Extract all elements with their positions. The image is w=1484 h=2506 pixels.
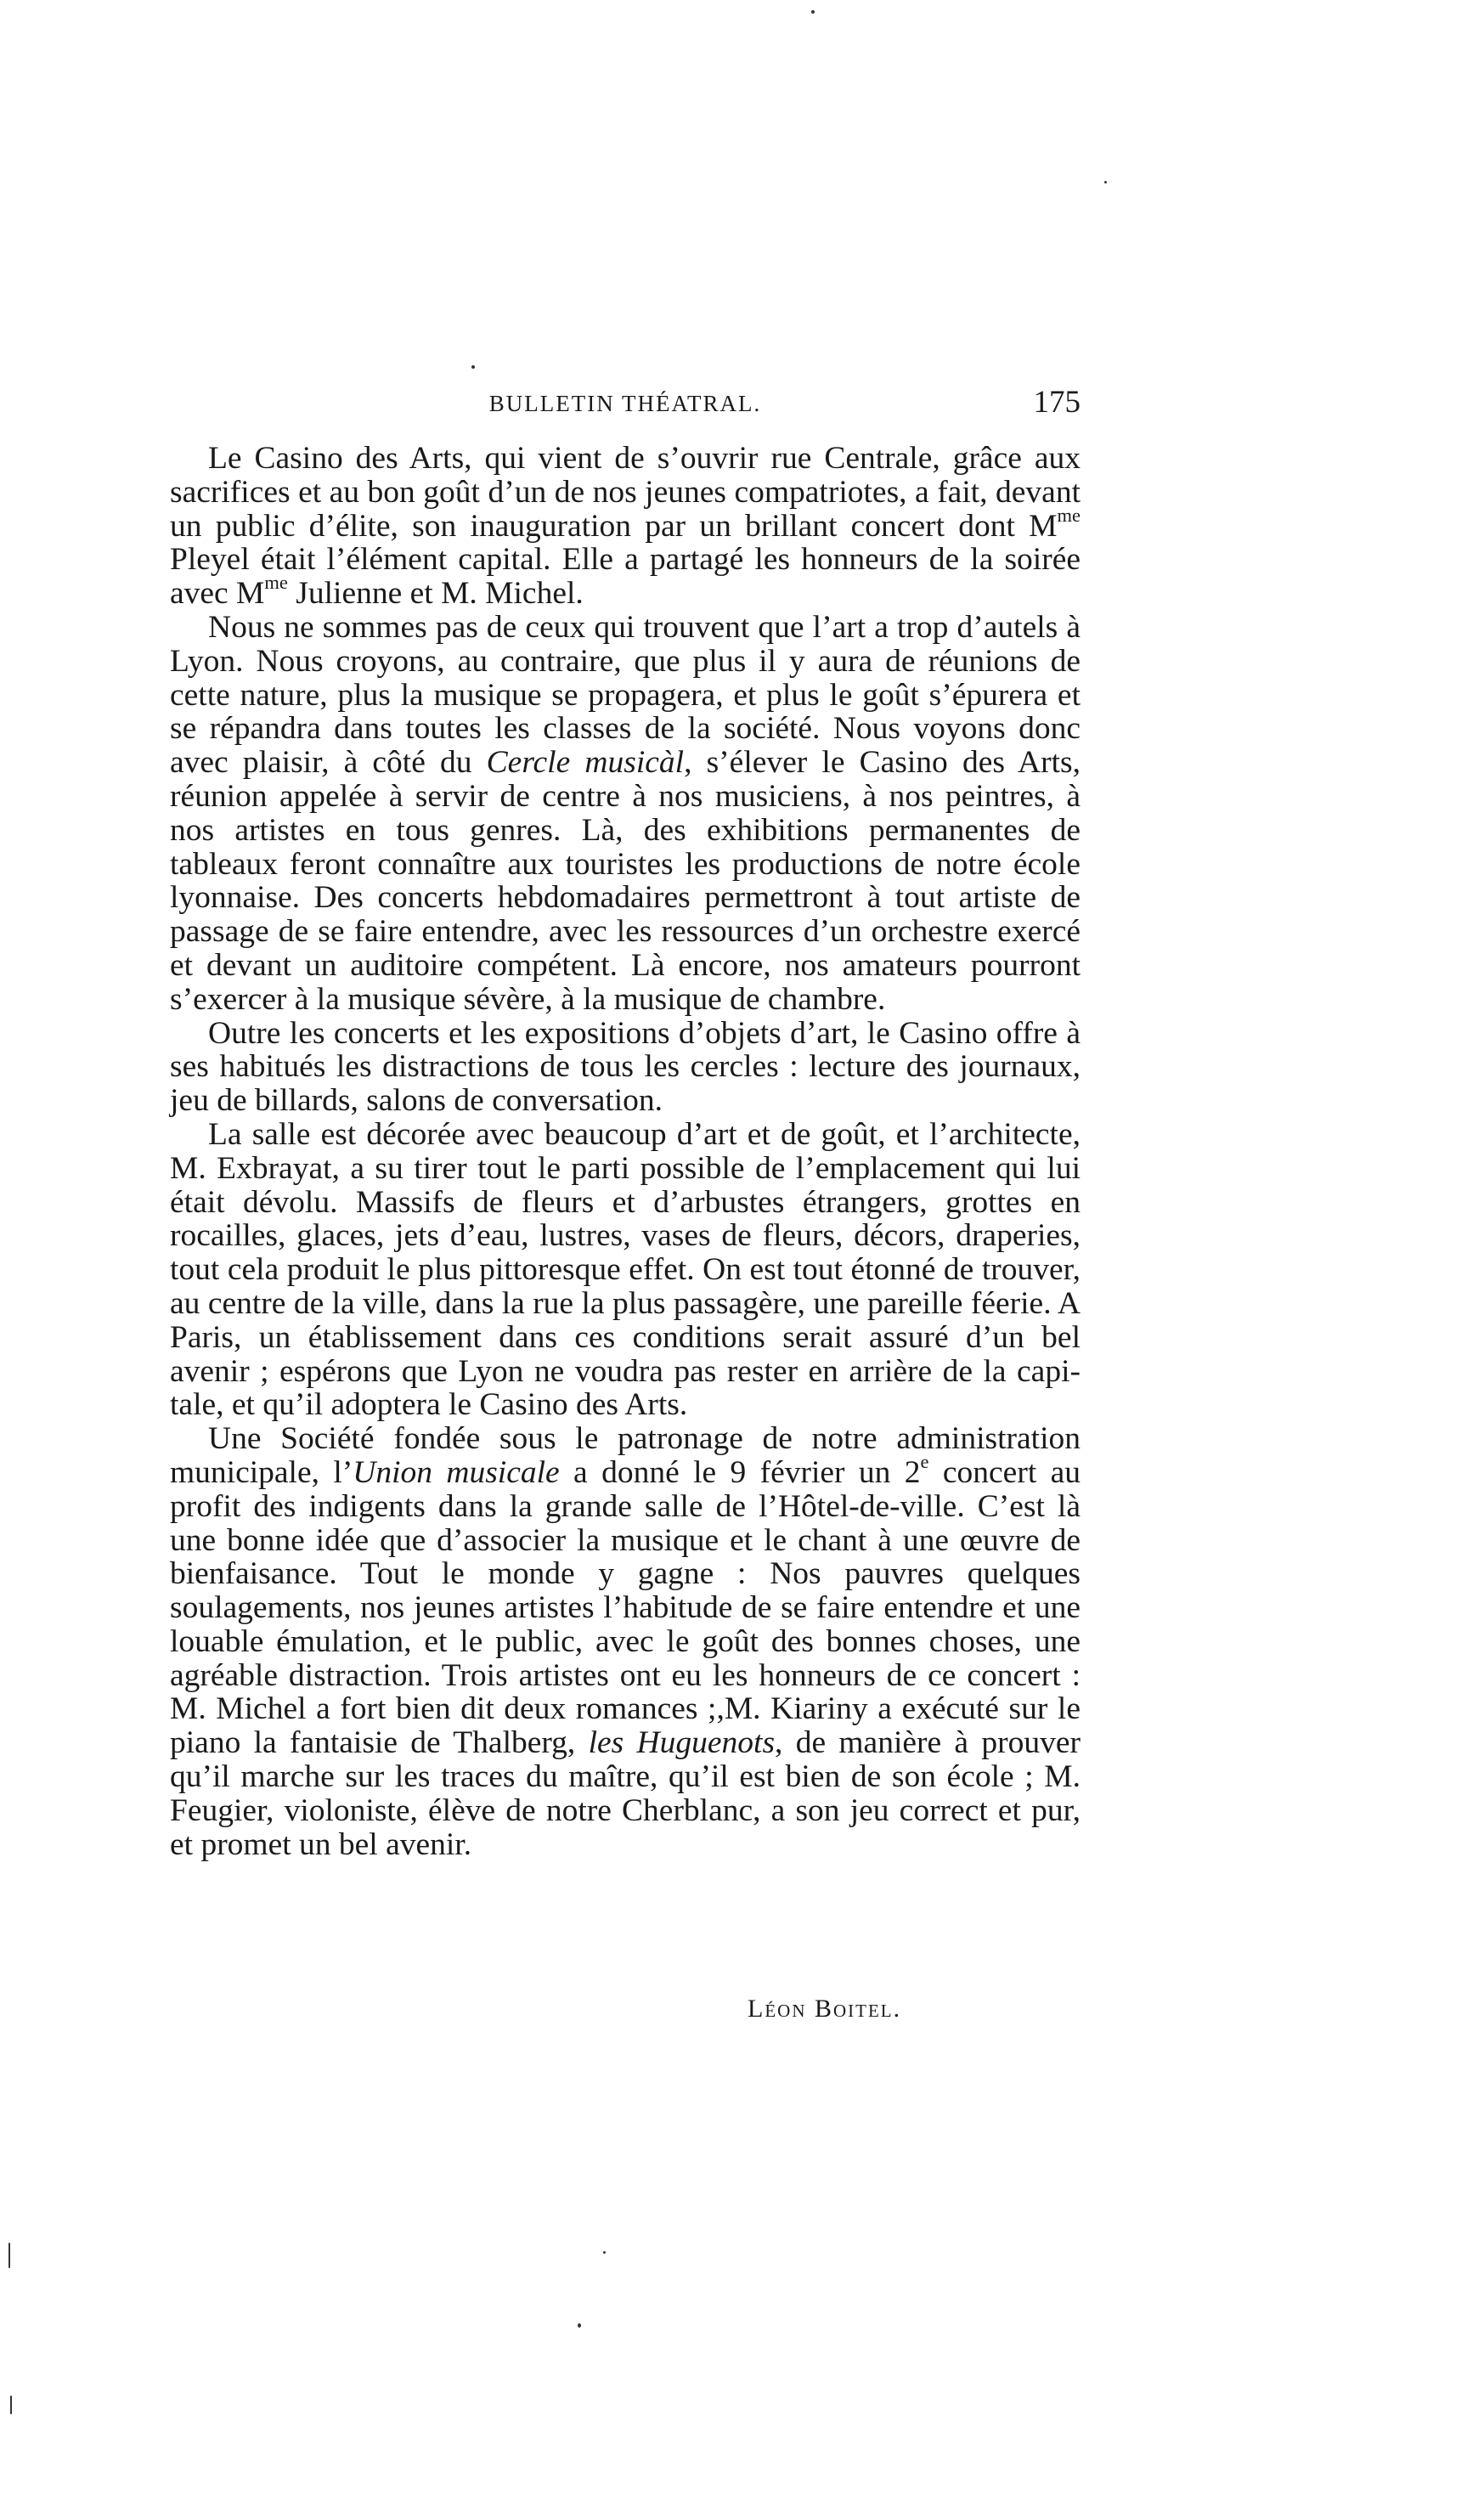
scan-speck [8,2243,10,2268]
paragraph-5: Une Société fondée sous le patronage de notre administration municipale, l’Union musicale a donné le 9 février un 2e concert au profit des indigents dans la grande salle de l’Hôtel-de-ville. C’est là une bonne idée que d’associer la musique et le chant à une œuvre de bienfaisance. Tout le monde y gagne : Nos pauvres quelques soulagements, nos jeunes artistes l’habitude de se faire entendre et une louable émulation, et le public, avec le goût des bonnes choses, une agréable distraction. Trois artistes ont eu les honneurs de ce concert : M. Michel a fort bien dit deux romances ;,M. Kiariny a exécuté sur le piano la fantaisie de Thalberg, les Huguenots, de manière à prouver qu’il marche sur les traces du maître, qu’il est bien de son école ; M. Feugier, violoniste, élève de notre Cherblanc, a son jeu correct et pur, et promet un bel avenir. [170,1421,1081,1862]
scan-speck [603,2251,606,2254]
author-signature: Léon Boitel. [748,1995,902,2023]
paragraph-3: Outre les concerts et les expositions d’objets d’art, le Casino offre à ses habitués les distractions de tous les cercles : lecture des journaux, jeu de billards, salons de conversation. [170,1015,1081,1119]
scan-speck [10,2396,12,2414]
paragraph-4: La salle est décorée avec beaucoup d’art et de goût, et l’architecte, M. Exbrayat, a su tirer tout le parti possible de l’emplacement qui lui était dévolu. Massifs de fleurs et d’arbustes étrangers, grottes en rocailles, glaces, jets d’eau, lustres, vases de fleurs, décors, draperies, tout cela produit le plus pittoresque effet. On est tout étonné de trouver, au centre de la ville, dans la rue la plus passagère, une pareille féerie. A Paris, un établissement dans ces conditions serait assuré d’un bel avenir ; espérons que Lyon ne voudra pas rester en arrière de la capitale, et qu’il adoptera le Casino des Arts. [170,1116,1081,1423]
paragraph-2: Nous ne sommes pas de ceux qui trouvent que l’art a trop d’autels à Lyon. Nous croyons, au contraire, que plus il y aura de réunions de cette nature, plus la musique se propagera, et plus le goût s’épurera et se répandra dans toutes les classes de la société. Nous voyons donc avec plaisir, à côté du Cercle musicàl, s’élever le Casino des Arts, réunion appelée à servir de centre à nos musiciens, à nos peintres, à nos artistes en tous genres. Là, des exhibitions permanentes de tableaux feront connaître aux touristes les productions de notre école lyonnaise. Des concerts hebdomadaires permettront à tout artiste de passage de se faire entendre, avec les ressources d’un orchestre exercé et devant un auditoire compétent. Là encore, nos amateurs pourront s’exercer à la musique sévère, à la musique de chambre. [170,609,1081,1017]
scan-speck [1104,181,1107,183]
page-header [170,384,1081,426]
paragraph-1: Le Casino des Arts, qui vient de s’ouvrir rue Centrale, grâce aux sacrifices et au bon goût d’un de nos jeunes compatriotes, a fait, devant un public d’élite, son inauguration par un brillant concert dont $M^{me}$ Pleyel était l’élément capital. Elle a partagé les honneurs de la soirée avec $M^{me}$ Julienne et M. Michel. [170,441,1081,612]
running-title: BULLETIN THÉATRAL. [488,391,762,416]
page-number: 175 [1033,385,1081,420]
scan-speck [578,2323,581,2328]
article-body [170,442,1081,1861]
scan-speck [811,10,815,14]
scan-speck [471,365,475,369]
